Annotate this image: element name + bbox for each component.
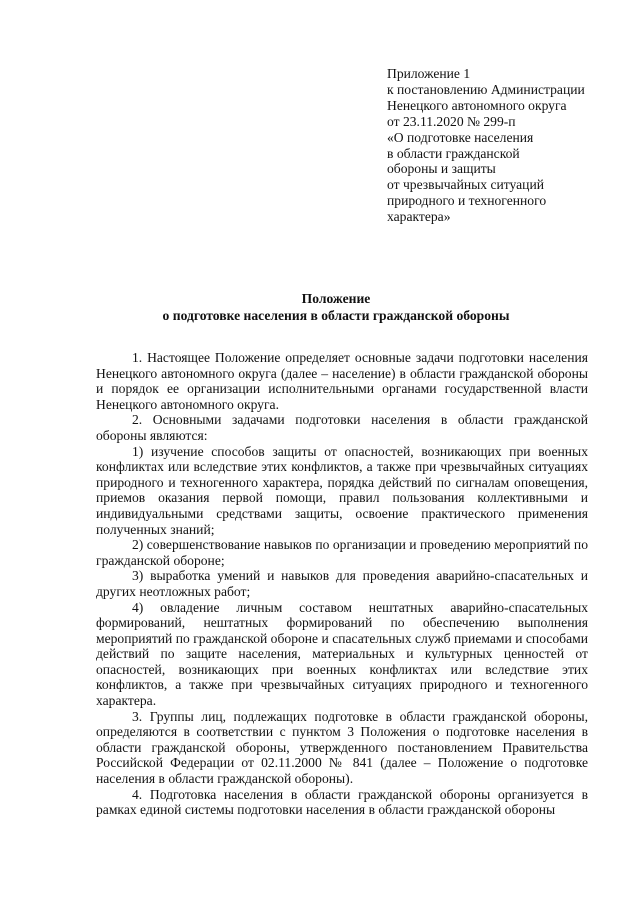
annex-line: Приложение 1 <box>387 66 471 81</box>
annex-line: от чрезвычайных ситуаций <box>387 177 545 193</box>
annex-line: «О подготовке населения <box>387 129 534 145</box>
paragraph: 4. Подготовка населения в области гражданской обороны организуется в рамках единой системы подготовки населения в области гражданской обороны <box>96 786 588 818</box>
paragraph: 2. Основными задачами подготовки населения в области гражданской обороны являются: <box>96 412 588 443</box>
paragraph: 1. Настоящее Положение определяет основные задачи подготовки населения Ненецкого автономного округа (далее – население) в области гражданской обороны и порядок ее организации исполнительными органами государственной власти Ненецкого автономного округа. <box>96 350 588 412</box>
annex-line: характера» <box>387 209 451 225</box>
document-subtitle: о подготовке населения в области гражданской обороны <box>162 308 510 323</box>
annex-line: обороны и защиты <box>387 161 496 177</box>
annex-line: от 23.11.2020 № 299-п <box>387 113 516 129</box>
annex-line: к постановлению Администрации <box>387 81 585 97</box>
paragraph: 3) выработка умений и навыков для проведения аварийно-спасательных и других неотложных работ; <box>96 568 588 599</box>
paragraph: 2) совершенствование навыков по организации и проведению мероприятий по гражданской обороне; <box>96 537 588 568</box>
annex-line: в области гражданской <box>387 145 520 161</box>
annex-header <box>387 66 627 225</box>
annex-line: Ненецкого автономного округа <box>387 97 567 113</box>
document-body <box>96 350 588 818</box>
paragraph: 4) овладение личным составом нештатных аварийно-спасательных формирований, нештатных формирований по обеспечению выполнения мероприятий по гражданской обороне и спасательных служб приемами и способами действий по защите населения, материальных и культурных ценностей от опасностей, возникающих при военных конфликтах или вследствие этих конфликтов, а также при чрезвычайных ситуациях природного и техногенного характера. <box>96 599 588 709</box>
paragraph: 3. Группы лиц, подлежащих подготовке в области гражданской обороны, определяются в соответствии с пунктом 3 Положения о подготовке населения в области гражданской обороны, утвержденного постановлением Правительства Российской Федерации от 02.11.2000 № 841 (далее – Положение о подготовке населения в области гражданской обороны). <box>96 708 588 787</box>
document-title: Положение <box>301 291 371 306</box>
paragraph: 1) изучение способов защиты от опасностей, возникающих при военных конфликтах или вследствие этих конфликтов, а также при чрезвычайных ситуациях природного и техногенного характера, порядка действий по сигналам оповещения, приемов оказания первой помощи, правил пользования коллективными и индивидуальными средствами защиты, освоение практического применения полученных знаний; <box>96 443 588 537</box>
annex-line: природного и техногенного <box>387 193 547 209</box>
